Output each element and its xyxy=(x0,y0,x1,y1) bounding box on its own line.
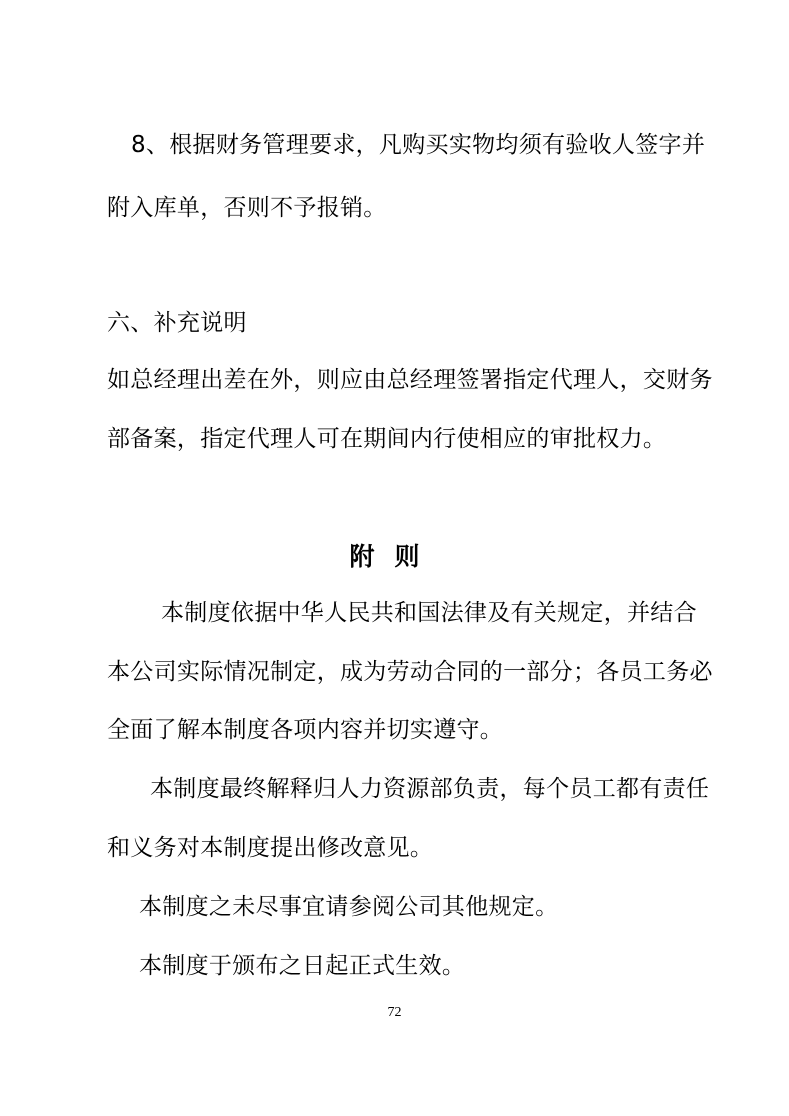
appendix-p4: 本制度于颁布之日起正式生效。 xyxy=(139,953,466,979)
section-6-title: 六、补充说明 xyxy=(107,310,247,336)
appendix-p1-line-2: 本公司实际情况制定，成为劳动合同的一部分；各员工务必 xyxy=(107,659,713,685)
section-6-line-2: 部备案，指定代理人可在期间内行使相应的审批权力。 xyxy=(107,426,667,452)
page-number: 72 xyxy=(387,1005,402,1020)
appendix-heading: 附则 xyxy=(349,542,440,571)
section-6-line-1: 如总经理出差在外，则应由总经理签署指定代理人，交财务 xyxy=(107,367,713,393)
appendix-p3: 本制度之未尽事宜请参阅公司其他规定。 xyxy=(139,894,559,920)
appendix-p2-line-2: 和义务对本制度提出修改意见。 xyxy=(107,835,434,861)
appendix-p1-line-1: 本制度依据中华人民共和国法律及有关规定，并结合 xyxy=(161,600,697,626)
clause-8-line-1: 8、根据财务管理要求，凡购买实物均须有验收人签字并 xyxy=(131,132,706,158)
clause-8-line-2: 附入库单，否则不予报销。 xyxy=(107,195,387,221)
appendix-p1-line-3: 全面了解本制度各项内容并切实遵守。 xyxy=(107,717,504,743)
appendix-p2-line-1: 本制度最终解释归人力资源部负责，每个员工都有责任 xyxy=(150,776,710,802)
